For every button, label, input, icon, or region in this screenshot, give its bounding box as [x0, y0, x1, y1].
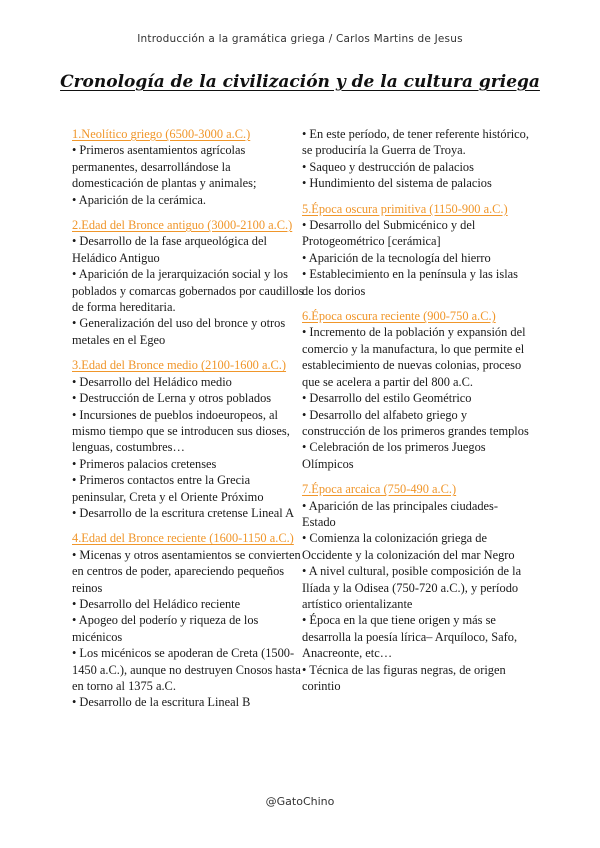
- section-heading: 5.Época oscura primitiva (1150-900 a.C.): [302, 201, 508, 216]
- bullet-list: [72, 547, 304, 711]
- bullet-item: • Saqueo y destrucción de palacios: [302, 159, 474, 174]
- bullet-item: • Generalización del uso del bronce y otros metales en el Egeo: [72, 316, 286, 347]
- bullet-item: • Celebración de los primeros Juegos Olímpicos: [302, 440, 486, 471]
- bullet-item: • Aparición de las principales ciudades-Estado: [302, 498, 498, 529]
- timeline-section: [302, 126, 530, 192]
- bullet-list: [302, 324, 530, 472]
- bullet-item: • Desarrollo del Heládico reciente: [72, 596, 241, 611]
- bullet-item: • Desarrollo del Heládico medio: [72, 374, 232, 389]
- right-column: [302, 126, 530, 703]
- left-column: [72, 126, 304, 720]
- bullet-item: • A nivel cultural, posible composición de la Ilíada y la Odisea (750-720 a.C.), y período artístico orientalizante: [302, 564, 522, 611]
- bullet-item: • Los micénicos se apoderan de Creta (1500-1450 a.C.), aunque no destruyen Cnosos hasta en torno al 1375 a.C.: [72, 646, 301, 693]
- bullet-list: [302, 498, 530, 695]
- bullet-list: [72, 233, 304, 348]
- section-heading: 4.Edad del Bronce reciente (1600-1150 a.C.): [72, 531, 294, 546]
- timeline-section: [302, 201, 530, 299]
- bullet-item: • Apogeo del poderío y riqueza de los micénicos: [72, 613, 259, 644]
- page-title: Cronología de la civilización y de la cultura griega: [60, 72, 540, 92]
- timeline-section: [302, 481, 530, 694]
- bullet-list: [72, 142, 304, 208]
- bullet-list: [72, 374, 304, 522]
- bullet-item: • Desarrollo de la fase arqueológica del Heládico Antiguo: [72, 234, 267, 265]
- bullet-item: • Desarrollo del alfabeto griego y construcción de los primeros grandes templos: [302, 407, 529, 438]
- bullet-item: • Desarrollo de la escritura Lineal B: [72, 695, 251, 710]
- bullet-item: • Incremento de la población y expansión del comercio y la manufactura, lo que permite el establecimiento de nuevas colonias, proceso que se acelera a partir del 800 a.C.: [302, 325, 526, 389]
- section-heading: 2.Edad del Bronce antiguo (3000-2100 a.C.): [72, 218, 293, 233]
- bullet-item: • Aparición de la cerámica.: [72, 192, 207, 207]
- bullet-item: • Desarrollo de la escritura cretense Lineal A: [72, 505, 295, 520]
- bullet-item: • Aparición de la tecnología del hierro: [302, 250, 491, 265]
- bullet-item: • Época en la que tiene origen y más se desarrolla la poesía lírica– Arquíloco, Safo, Anacreonte, etc…: [302, 613, 518, 661]
- timeline-section: [72, 357, 304, 521]
- bullet-item: • Desarrollo del Submicénico y del Protogeométrico [cerámica]: [302, 218, 476, 249]
- bullet-item: • Desarrollo del estilo Geométrico: [302, 391, 472, 406]
- timeline-section: [302, 308, 530, 472]
- bullet-item: • Comienza la colonización griega de Occidente y la colonización del mar Negro: [302, 531, 515, 562]
- section-heading: 7.Época arcaica (750-490 a.C.): [302, 482, 457, 497]
- page-footer: @GatoChino: [265, 795, 335, 808]
- timeline-section: [72, 530, 304, 710]
- bullet-item: • Primeros contactos entre la Grecia peninsular, Creta y el Oriente Próximo: [72, 473, 264, 504]
- bullet-item: • En este período, de tener referente histórico, se produciría la Guerra de Troya.: [302, 127, 529, 158]
- bullet-list: [302, 217, 530, 299]
- timeline-section: [72, 217, 304, 348]
- timeline-section: [72, 126, 304, 208]
- bullet-item: • Incursiones de pueblos indoeuropeos, al mismo tiempo que se introducen sus dioses, lenguas, costumbres…: [72, 407, 290, 455]
- page-header: Introducción a la gramática griega / Carlos Martins de Jesus: [137, 33, 463, 45]
- bullet-item: • Micenas y otros asentamientos se convierten en centros de poder, apareciendo pequeños reinos: [72, 547, 301, 595]
- bullet-item: • Primeros palacios cretenses: [72, 456, 217, 471]
- bullet-item: • Destrucción de Lerna y otros poblados: [72, 391, 272, 406]
- section-heading: 3.Edad del Bronce medio (2100-1600 a.C.): [72, 358, 287, 373]
- bullet-item: • Aparición de la jerarquización social y los poblados y comarcas gobernados por caudillos de forma hereditaria.: [72, 267, 304, 315]
- bullet-item: • Establecimiento en la península y las islas de los dorios: [302, 267, 518, 298]
- bullet-item: • Primeros asentamientos agrícolas permanentes, desarrollándose la domesticación de plantas y animales;: [72, 143, 257, 191]
- bullet-item: • Hundimiento del sistema de palacios: [302, 176, 492, 191]
- section-heading: 6.Época oscura reciente (900-750 a.C.): [302, 309, 496, 324]
- bullet-item: • Técnica de las figuras negras, de origen corintio: [302, 662, 506, 693]
- section-heading: 1.Neolítico griego (6500-3000 a.C.): [72, 127, 251, 141]
- bullet-list: [302, 126, 530, 192]
